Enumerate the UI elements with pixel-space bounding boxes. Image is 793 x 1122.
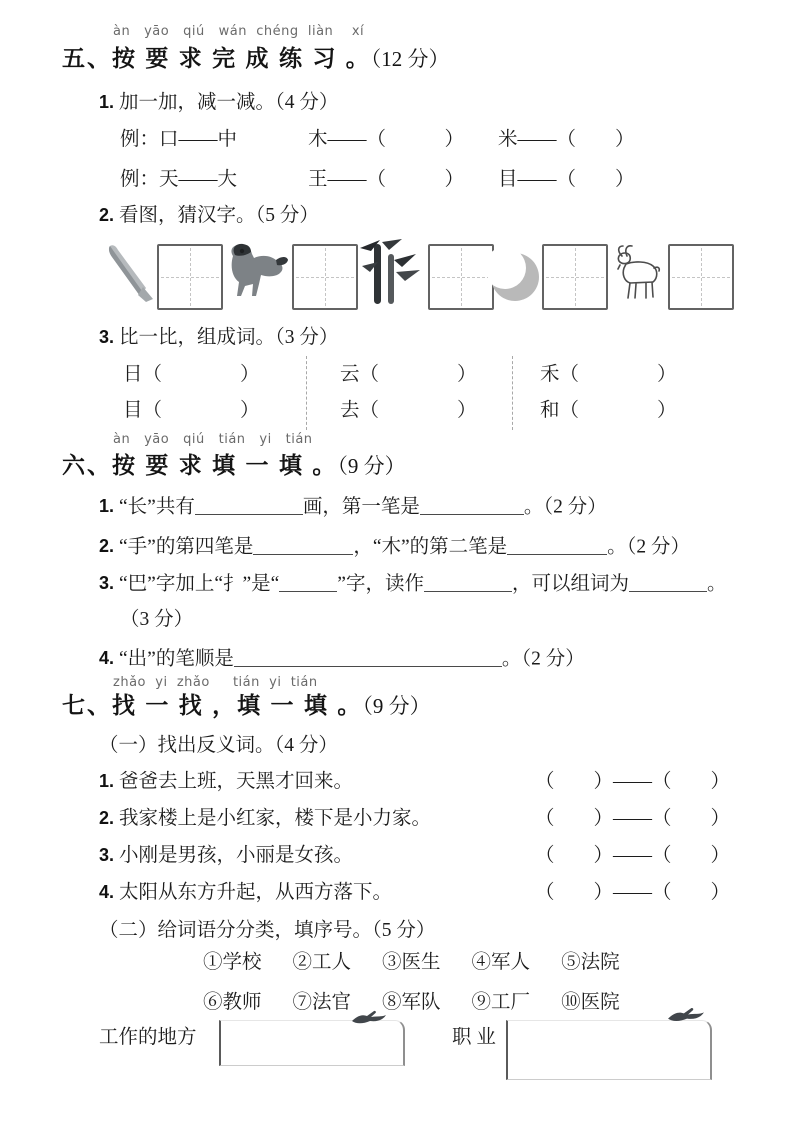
- knife-image: [100, 243, 156, 310]
- s6-q3-score: （3 分）: [120, 609, 194, 630]
- s6-q3-text-c: ，可以组词为: [511, 573, 629, 595]
- s6-q4-blank-1: [234, 646, 502, 667]
- s5-q2-text: 看图，猜汉字。（5 分）: [119, 205, 319, 226]
- writing-grid-3: [428, 244, 494, 310]
- s6-q3-text-b: ”字，读作: [337, 573, 424, 595]
- word-1: ①学校: [203, 952, 262, 973]
- s7-p1-q1-text: 爸爸去上班，天黑才回来。: [119, 771, 354, 792]
- s5-q3-heading: [99, 326, 338, 350]
- s6-q2-blank-2: [507, 534, 607, 555]
- s7-p1-q2: [99, 807, 431, 831]
- s5-q1-row1-example: 例：口——中: [120, 129, 238, 150]
- s7-part2-title: （二）给词语分分类，填序号。（5 分）: [99, 920, 436, 941]
- s7-p1-q3-num: 3.: [99, 845, 115, 865]
- s7-p1-q3: [99, 844, 353, 868]
- s6-q1-blank-2: [420, 494, 524, 515]
- s6-q4-num: 4.: [99, 648, 115, 669]
- section6-title-text: 六、按 要 求 填 一 填 。: [62, 452, 338, 478]
- section5-title: [62, 44, 449, 73]
- word-4: ④军人: [471, 952, 531, 973]
- s5-q3-col2-bottom: 去（ ）: [340, 400, 477, 421]
- column-divider-1: [306, 356, 307, 430]
- s6-q1-text-a: “长”共有: [119, 496, 195, 518]
- section7-title: [62, 691, 431, 720]
- moon-image: [488, 246, 540, 311]
- horse-image: [221, 242, 289, 311]
- s5-q3-col1-top: 日（ ）: [123, 364, 260, 385]
- s7-p1-q4-answer: （ ）——（ ）: [535, 882, 731, 903]
- s6-q3-num: 3.: [99, 573, 115, 594]
- s5-q3-col2-top: 云（ ）: [340, 364, 477, 385]
- s5-q1-text: 加一加，减一减。（4 分）: [119, 92, 339, 113]
- bird-icon: [667, 1006, 705, 1030]
- s6-q4-text-a: “出”的笔顺是: [119, 648, 234, 670]
- s7-p1-q2-text: 我家楼上是小红家，楼下是小力家。: [119, 808, 432, 829]
- s6-q2-num: 2.: [99, 536, 115, 557]
- s6-q1-line: [99, 494, 607, 520]
- s7-p1-q2-num: 2.: [99, 808, 115, 828]
- occupation-label: 职 业: [452, 1027, 496, 1048]
- word-9: ⑨工厂: [471, 992, 531, 1013]
- writing-grid-4: [542, 244, 608, 310]
- section6-pinyin: àn yāo qiú tián yi tián: [113, 432, 313, 447]
- section5-title-text: 五、按 要 求 完 成 练 习 。: [62, 45, 371, 71]
- s7-p1-q4: [99, 881, 392, 905]
- s6-q1-text-b: 画，第一笔是: [302, 496, 420, 518]
- writing-grid-1: [157, 244, 223, 310]
- s5-q1-row1-item2: 米——（ ）: [498, 129, 635, 150]
- s7-p1-q1-num: 1.: [99, 771, 115, 791]
- s6-q3-line: [99, 571, 726, 597]
- s7-part1-title: （一）找出反义词。（4 分）: [99, 735, 338, 756]
- s5-q3-num: 3.: [99, 327, 115, 347]
- s6-q4-line: [99, 646, 585, 672]
- s5-q2-heading: [99, 204, 319, 228]
- s5-q1-row2-item1: 王——（ ）: [308, 169, 465, 190]
- s5-q1-heading: [99, 91, 338, 115]
- s7-p1-q4-num: 4.: [99, 882, 115, 902]
- s6-q2-blank-1: [253, 534, 353, 555]
- word-6: ⑥教师: [203, 992, 262, 1013]
- s5-q3-col1-bottom: 目（ ）: [123, 400, 260, 421]
- s7-p1-q1-answer: （ ）——（ ）: [535, 771, 731, 792]
- s7-p1-q3-answer: （ ）——（ ）: [535, 845, 731, 866]
- word-8: ⑧军队: [382, 992, 441, 1013]
- classify-word-row-2: [203, 991, 620, 1015]
- s7-p1-q3-text: 小刚是男孩，小丽是女孩。: [119, 845, 354, 866]
- s6-q3-text-a: “巴”字加上“扌”是“: [119, 573, 280, 595]
- section6-score: （9 分）: [337, 454, 406, 478]
- classify-word-row-1: [203, 951, 620, 975]
- word-7: ⑦法官: [292, 992, 352, 1013]
- workplace-label: 工作的地方: [99, 1027, 197, 1048]
- section7-title-text: 七、找 一 找 ，填 一 填 。: [62, 692, 363, 718]
- s6-q1-blank-1: [195, 494, 303, 515]
- s6-q3-blank-1: [279, 571, 337, 592]
- word-3: ③医生: [382, 952, 441, 973]
- s5-q3-col3-bottom: 和（ ）: [540, 400, 677, 421]
- section6-title: [62, 451, 406, 480]
- s6-q3-blank-3: [629, 571, 707, 592]
- section7-pinyin: zhǎo yi zhǎo tián yi tián: [113, 675, 318, 690]
- s6-q3-text-d: 。: [706, 573, 727, 595]
- section5-pinyin: àn yāo qiú wán chéng liàn xí: [113, 24, 365, 39]
- s6-q1-text-c: 。（2 分）: [523, 496, 607, 518]
- word-10: ⑩医院: [561, 992, 620, 1013]
- column-divider-2: [512, 356, 513, 430]
- writing-grid-2: [292, 244, 358, 310]
- word-5: ⑤法院: [561, 952, 620, 973]
- section7-score: （9 分）: [362, 694, 431, 718]
- bamboo-image: [358, 238, 422, 313]
- s5-q1-row2-example: 例：天——大: [120, 169, 238, 190]
- s6-q2-text-a: “手”的第四笔是: [119, 536, 254, 558]
- s7-p1-q1: [99, 770, 353, 794]
- s5-q1-row1-item1: 木——（ ）: [308, 129, 465, 150]
- s6-q4-text-b: 。（2 分）: [501, 648, 585, 670]
- s5-q3-text: 比一比，组成词。（3 分）: [119, 327, 339, 348]
- section5-score: （12 分）: [370, 47, 450, 71]
- s6-q3-blank-2: [424, 571, 512, 592]
- s6-q1-num: 1.: [99, 496, 115, 517]
- s5-q2-num: 2.: [99, 205, 115, 225]
- s6-q2-line: [99, 534, 690, 560]
- s7-p1-q2-answer: （ ）——（ ）: [535, 808, 731, 829]
- bird-icon: [351, 1009, 387, 1032]
- s5-q3-col3-top: 禾（ ）: [540, 364, 677, 385]
- s6-q2-text-b: ，“木”的第二笔是: [353, 536, 508, 558]
- goat-image: [610, 244, 664, 311]
- s7-p1-q4-text: 太阳从东方升起，从西方落下。: [119, 882, 393, 903]
- s6-q2-text-c: 。（2 分）: [607, 536, 691, 558]
- s5-q1-num: 1.: [99, 92, 115, 112]
- s5-q1-row2-item2: 目——（ ）: [498, 169, 635, 190]
- word-2: ②工人: [292, 952, 352, 973]
- writing-grid-5: [668, 244, 734, 310]
